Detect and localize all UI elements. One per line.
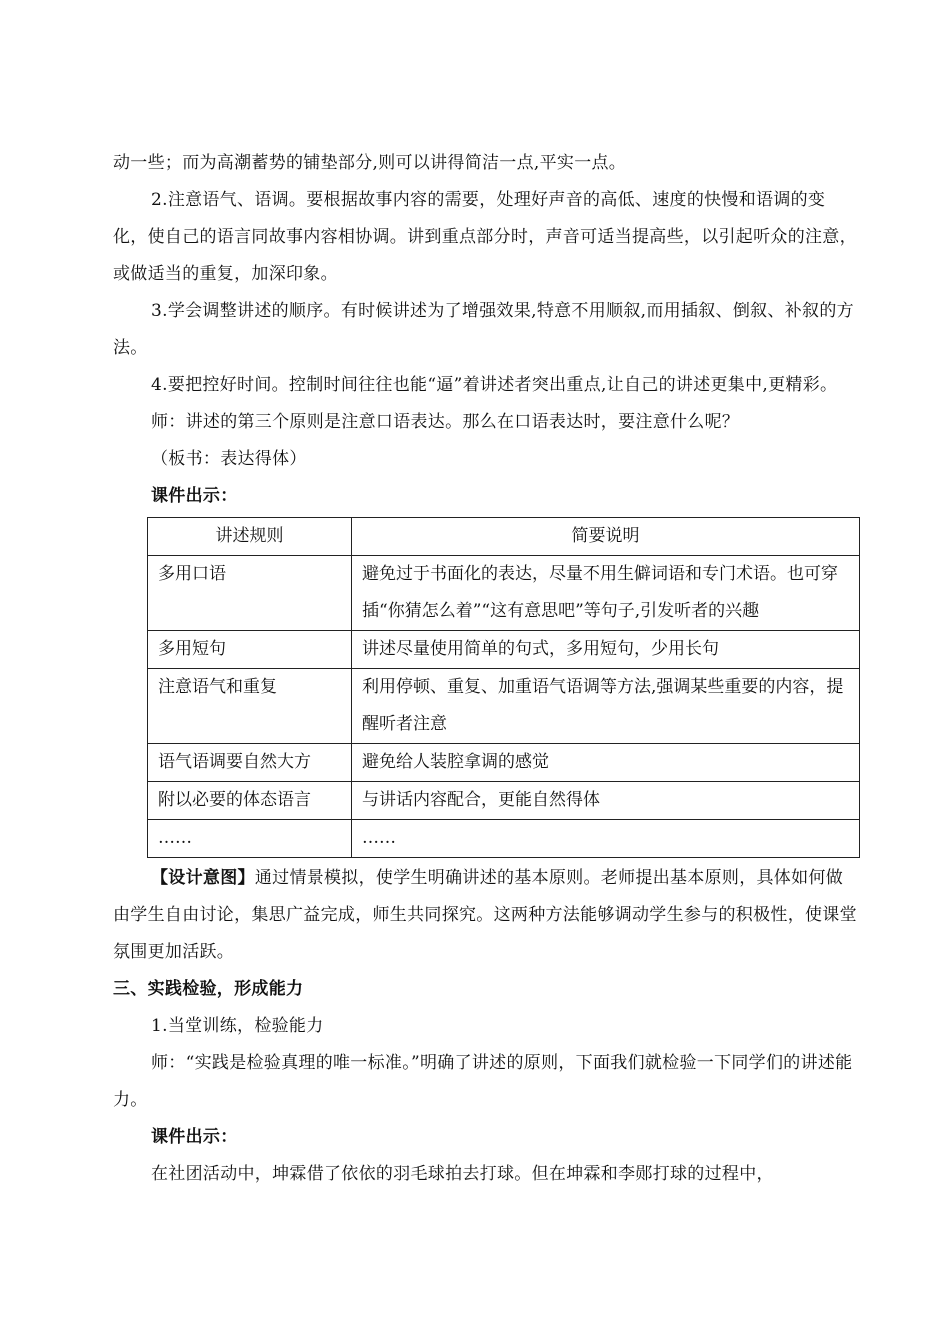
- table-row: [148, 669, 860, 744]
- paragraph: 师：讲述的第三个原则是注意口语表达。那么在口语表达时，要注意什么呢？: [151, 412, 740, 432]
- table-row: [148, 631, 860, 669]
- table-row: [148, 782, 860, 820]
- table-cell: ……: [352, 820, 860, 858]
- courseware-label: 课件出示：: [151, 1127, 238, 1147]
- paragraph: 2.注意语气、语调。要根据故事内容的需要，处理好声音的高低、速度的快慢和语调的变化，使自己的语言同故事内容相协调。讲到重点部分时，声音可适当提高些，以引起听众的注意，或做适当的重复，加深印象。: [113, 190, 857, 284]
- design-intent-paragraph: [113, 860, 858, 971]
- table-cell: 避免给人装腔拿调的感觉: [352, 744, 860, 782]
- table-row: [148, 556, 860, 631]
- design-intent-text: 通过情景模拟，使学生明确讲述的基本原则。老师提出基本原则，具体如何做由学生自由讨论，集思广益完成，师生共同探究。这两种方法能够调动学生参与的积极性，使课堂氛围更加活跃。: [113, 868, 857, 962]
- table-header-cell: 简要说明: [352, 518, 860, 556]
- table-cell: 讲述尽量使用简单的句式，多用短句，少用长句: [352, 631, 860, 669]
- paragraph: 师：“实践是检验真理的唯一标准。”明确了讲述的原则，下面我们就检验一下同学们的讲述能力。: [113, 1053, 853, 1110]
- document-body: [113, 145, 858, 1193]
- table-row: [148, 820, 860, 858]
- paragraph: 3.学会调整讲述的顺序。有时候讲述为了增强效果,特意不用顺叙,而用插叙、倒叙、补叙的方法。: [113, 301, 854, 358]
- paragraph: 1.当堂训练，检验能力: [151, 1016, 324, 1036]
- table-row: [148, 744, 860, 782]
- table-cell: 语气语调要自然大方: [148, 744, 352, 782]
- paragraph: 4.要把控好时间。控制时间往往也能“逼”着讲述者突出重点,让自己的讲述更集中,更精彩。: [151, 375, 838, 395]
- rules-table: [147, 517, 860, 858]
- table-header-cell: 讲述规则: [148, 518, 352, 556]
- courseware-label: 课件出示：: [151, 486, 238, 506]
- paragraph: （板书：表达得体）: [151, 449, 307, 469]
- design-intent-label: 【设计意图】: [151, 868, 255, 888]
- table-cell: 避免过于书面化的表达，尽量不用生僻词语和专门术语。也可穿插“你猜怎么着”“这有意思吧”等句子,引发听者的兴趣: [352, 556, 860, 631]
- paragraph: 在社团活动中，坤霖借了依依的羽毛球拍去打球。但在坤霖和李郧打球的过程中，: [151, 1164, 774, 1184]
- table-cell: 利用停顿、重复、加重语气语调等方法,强调某些重要的内容，提醒听者注意: [352, 669, 860, 744]
- section-heading: 三、实践检验，形成能力: [113, 979, 304, 999]
- table-cell: 与讲话内容配合，更能自然得体: [352, 782, 860, 820]
- table-cell: 注意语气和重复: [148, 669, 352, 744]
- table-cell: 多用短句: [148, 631, 352, 669]
- table-header-row: [148, 518, 860, 556]
- table-cell: ……: [148, 820, 352, 858]
- table-cell: 多用口语: [148, 556, 352, 631]
- table-cell: 附以必要的体态语言: [148, 782, 352, 820]
- paragraph: 动一些；而为高潮蓄势的铺垫部分,则可以讲得简洁一点,平实一点。: [113, 153, 627, 173]
